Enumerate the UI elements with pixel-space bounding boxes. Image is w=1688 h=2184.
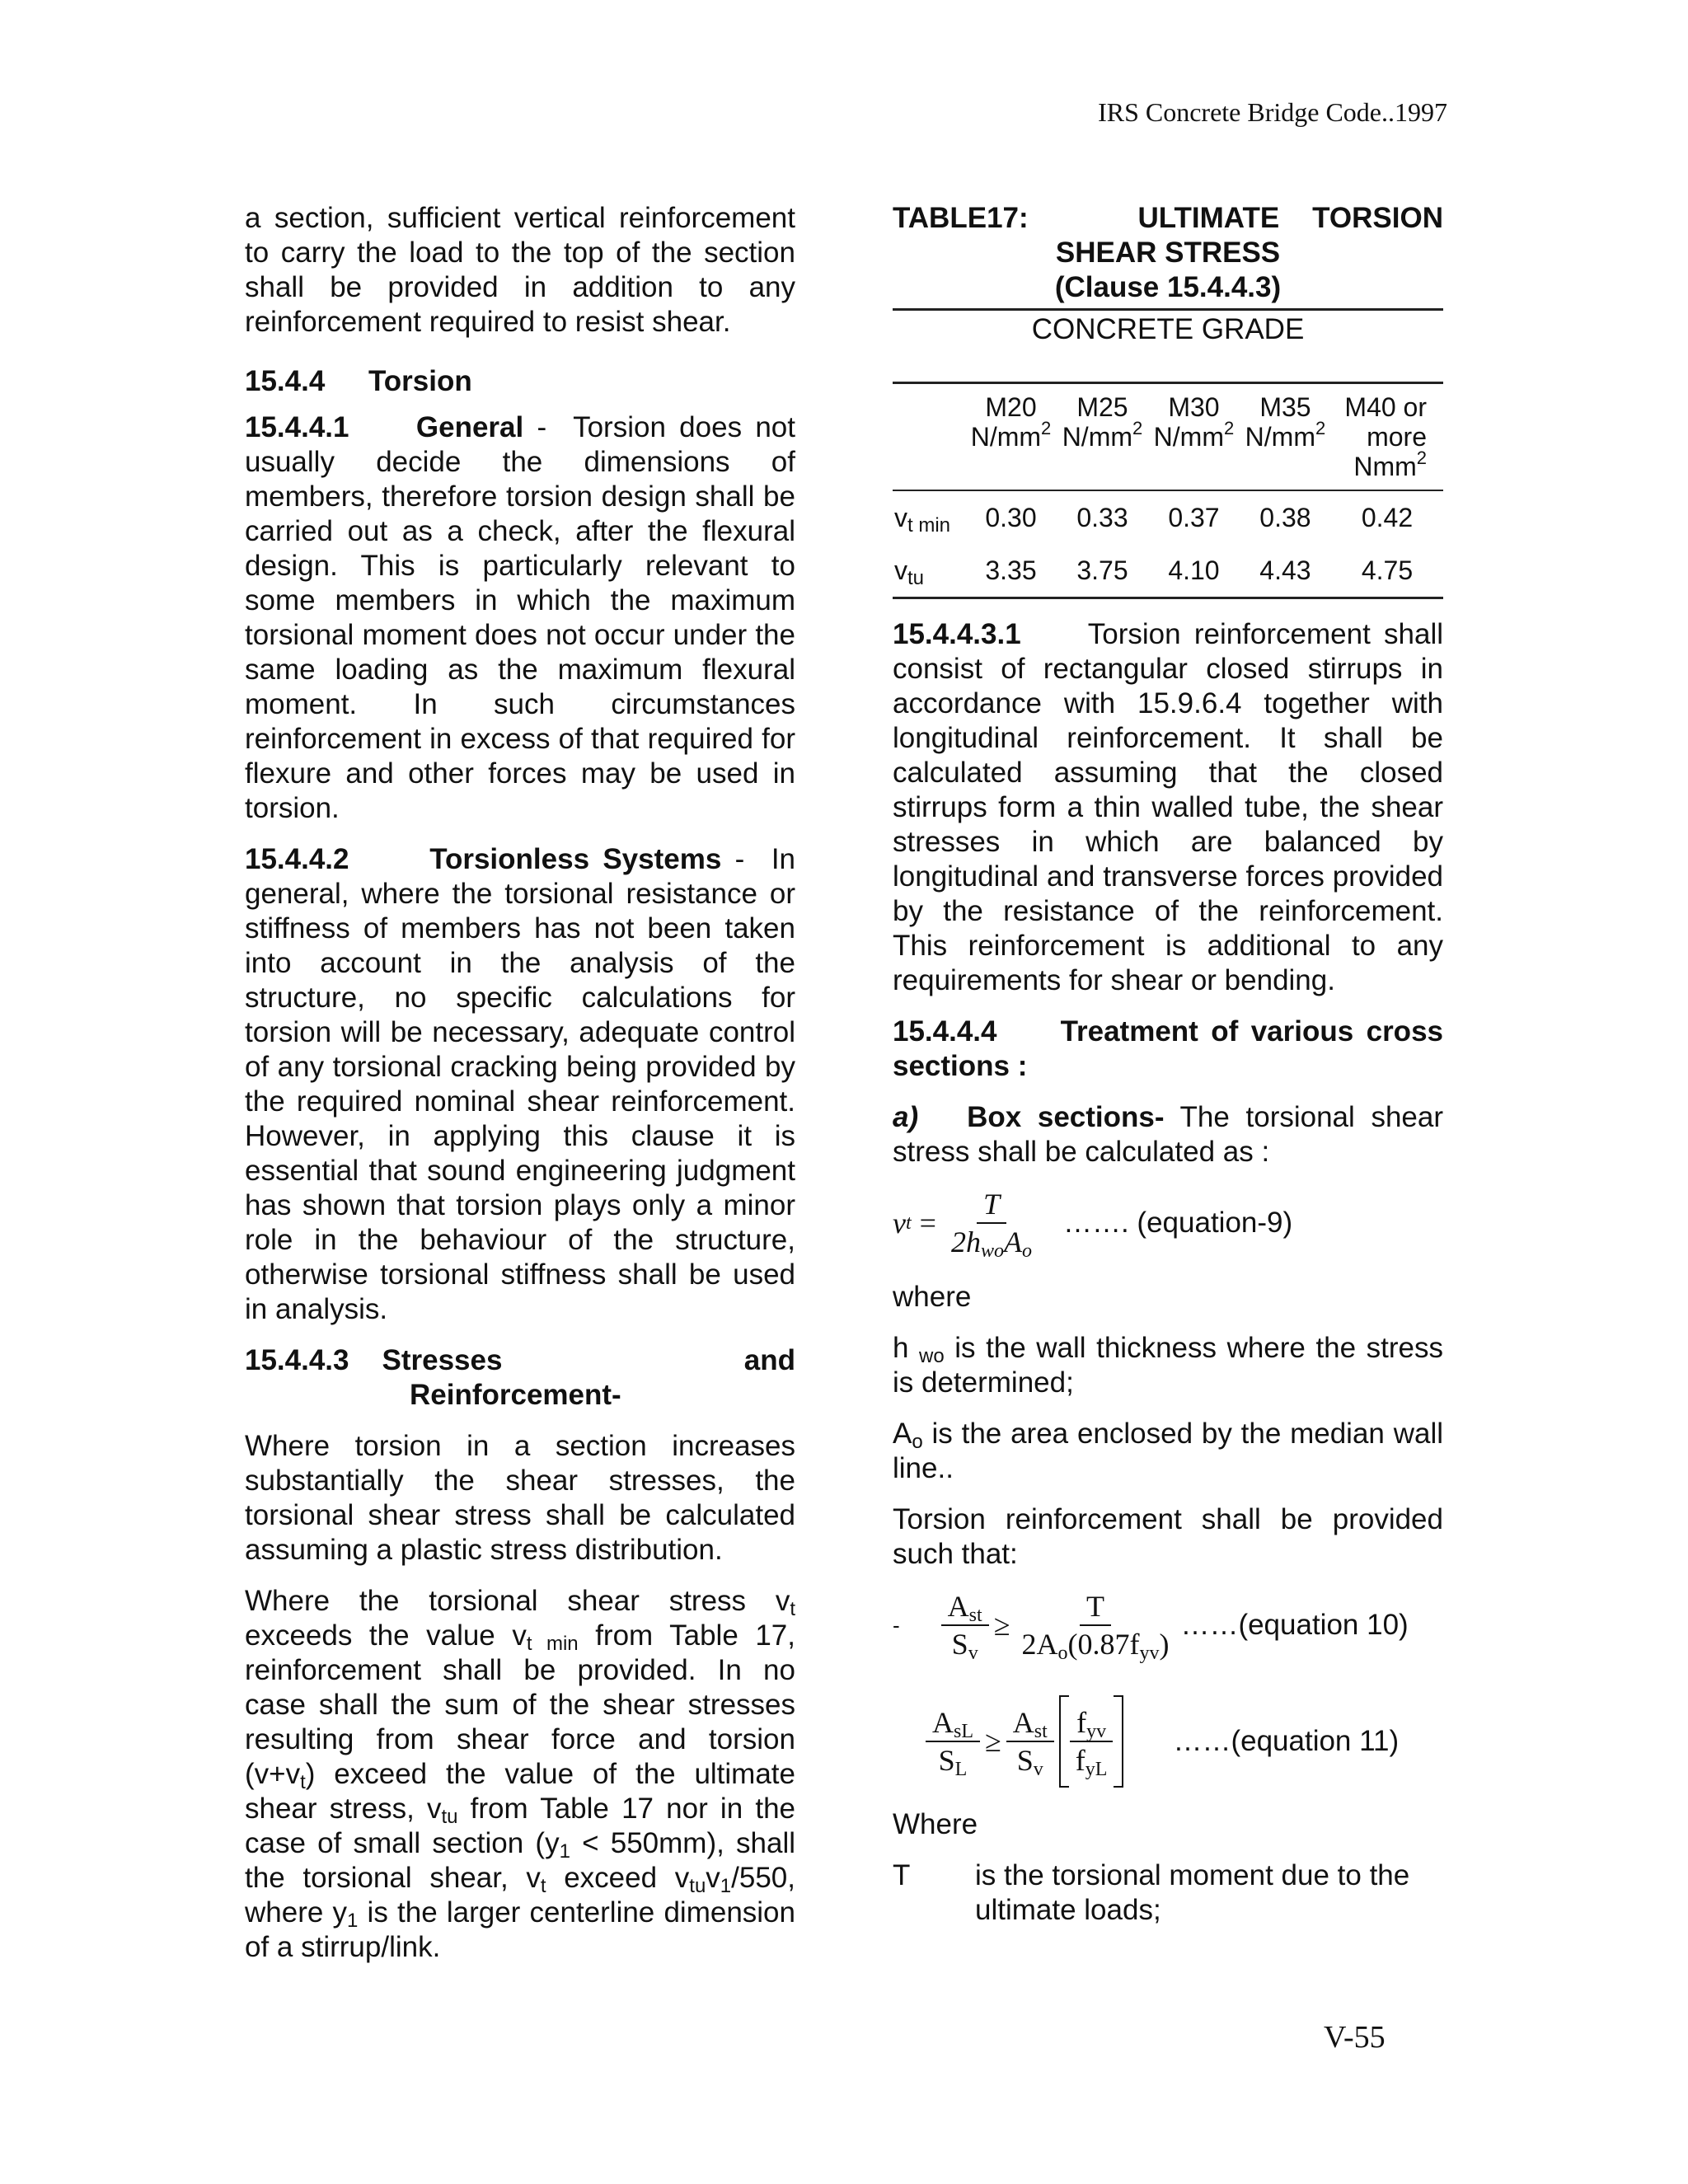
table-cell: 0.33 (1076, 503, 1128, 532)
table-cell: 4.10 (1148, 544, 1240, 598)
section-heading-15-4-4-4: 15.4.4.4 Treatment of various cross sections : (893, 1015, 1443, 1082)
definition-ao: $A_o$ is the area enclosed by the median wall line.. (893, 1418, 1443, 1484)
table-cell: 3.35 (965, 544, 1057, 598)
table-cell: 0.42 (1361, 503, 1414, 532)
section-heading-15-4-4-3: 15.4.4.3 Stresses and Reinforcement- (245, 1344, 795, 1411)
table-cell: 0.30 (985, 503, 1037, 532)
paragraph: where (893, 1281, 972, 1313)
equation-10: - $\frac{A_{st}}{S_v}$ ≥ $\frac{T}{2A_o(0.87f_{yv})}$ ……(equation 10) (893, 1590, 1409, 1664)
table-title: TABLE 17: ULTIMATE TORSION SHEAR STRESS (Clause 15.4.4.3) (893, 202, 1443, 303)
table-cell: 0.38 (1259, 503, 1311, 532)
page-number: V-55 (1324, 2020, 1386, 2055)
table-header-row (893, 384, 1443, 490)
paragraph: Torsion reinforcement shall be provided such that: (893, 1503, 1443, 1570)
torsion-shear-stress-table (893, 384, 1443, 599)
column-header: M40 or more Nmm$^2$ (1331, 384, 1443, 490)
paragraph: Where (893, 1808, 978, 1840)
paragraph: Where the torsional shear stress $v_t$ exceeds the value $v_{t min}$ from Table 17, reinforcement shall be provided. In no case shall the sum of the shear stresses resulting from shear force and torsion $(v+v_t)$ exceed the value of the ultimate shear stress, $v_{tu}$ from Table 17 nor in the case of small section $(y_1 < 550mm)$, shall the torsional shear, $v_t$ exceed $v_{tu}v_1/550$, where $y_1$ is the larger centerline dimension of a stirrup/link. (245, 1585, 796, 1963)
table-cell: 3.75 (1057, 544, 1148, 598)
running-header: IRS Concrete Bridge Code..1997 (1098, 97, 1447, 127)
section-15-4-4-1: 15.4.4.1 General - Torsion does not usually decide the dimensions of members, therefore torsion design shall be carried out as a check, after the flexural design. This is particularly relevant to some members in which the maximum torsional moment does not occur under the same loading as the maximum flexural moment. In such circumstances reinforcement in excess of that required for flexure and other forces may be used in torsion. (245, 411, 796, 824)
definition-hwo: h $_{wo}$ is the wall thickness where the stress is determined; (893, 1332, 1443, 1399)
definition-T: T is the torsional moment due to the ultimate loads; (893, 1859, 1410, 1926)
left-column (245, 201, 795, 1981)
column-header: M30 $N/mm^2$ (1148, 384, 1240, 490)
paragraph: Where torsion in a section increases substantially the shear stresses, the torsional shear stress shall be calculated assuming a plastic stress distribution. (245, 1430, 795, 1566)
column-header: M25 $N/mm^2$ (1057, 384, 1148, 490)
right-column (893, 201, 1443, 1928)
row-label: $v_{t min}$ (894, 503, 951, 537)
table-row (893, 544, 1443, 598)
row-label: $v_{tu}$ (893, 544, 965, 598)
column-header: M20 $N/mm^2$ (965, 384, 1057, 490)
table-cell: 4.75 (1331, 544, 1443, 598)
table-cell: 4.43 (1240, 544, 1331, 598)
section-15-4-4-2: 15.4.4.2 Torsionless Systems - In general, where the torsional resistance or stiffness of members has not been taken into account in the analysis of the structure, no specific calculations for torsion will be necessary, adequate control of any torsional cracking being provided by the required nominal shear reinforcement. However, in applying this clause it is essential that sound engineering judgment has shown that torsion plays only a minor role in the behaviour of the structure, otherwise torsional stiffness shall be used in analysis. (245, 843, 796, 1325)
table-row (893, 490, 1443, 544)
equation-9: v t = $\frac{T}{2h_{wo}A_o}$ ……. (equation-9) (893, 1188, 1293, 1262)
section-15-4-4-3-1: 15.4.4.3.1 Torsion reinforcement shall consist of rectangular closed stirrups in accordance with 15.9.6.4 together with longitudinal reinforcement. It shall be calculated assuming that the closed stirrups form a thin walled tube, the shear stresses in which are balanced by longitudinal and transverse forces provided by the resistance of the reinforcement. This reinforcement is additional to any requirements for shear or bending. (893, 618, 1443, 996)
box-sections-paragraph: a) Box sections- The torsional shear stress shall be calculated as : (893, 1101, 1444, 1168)
table-grade-label: CONCRETE GRADE (893, 311, 1443, 384)
table-cell: 0.37 (1168, 503, 1220, 532)
equation-11: $\frac{A_{sL}}{S_L}$ ≥ $\frac{A_{st}}{S_v}$ $\frac{f_{yv}}{f_{yL}}$ ……(equation 11) (893, 1695, 1443, 1788)
paragraph: a section, sufficient vertical reinforcement to carry the load to the top of the section shall be provided in addition to any reinforcement required to resist shear. (245, 202, 795, 338)
column-header: M35 $N/mm^2$ (1240, 384, 1331, 490)
section-heading-15-4-4: 15.4.4 Torsion (245, 365, 472, 397)
